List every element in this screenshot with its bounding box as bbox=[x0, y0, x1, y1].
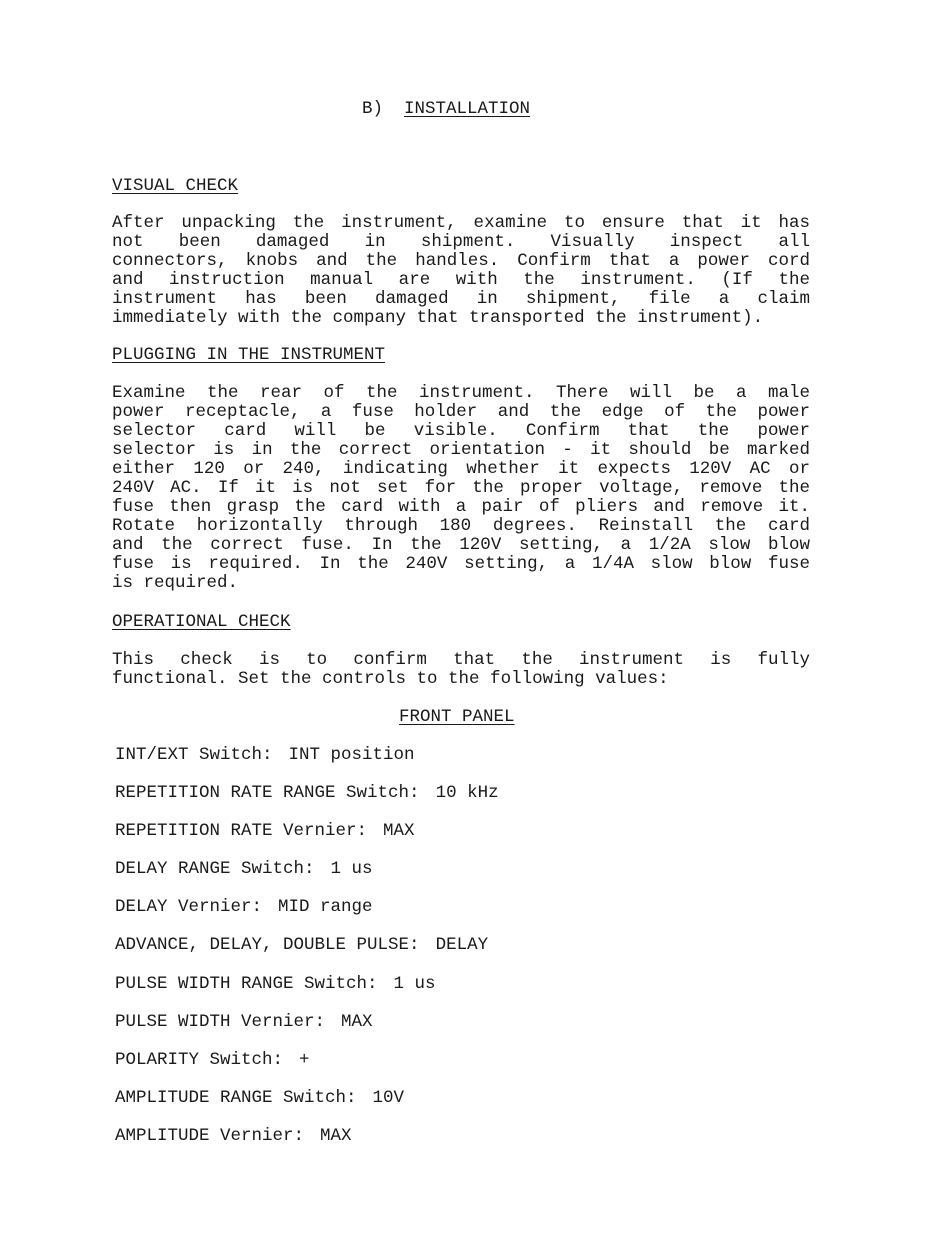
paragraph-line: selector is in the correct orientation - it should be marked bbox=[112, 440, 810, 460]
paragraph-line: instrument has been damaged in shipment, file a claim bbox=[112, 289, 810, 309]
setting-row bbox=[115, 898, 373, 917]
setting-row bbox=[115, 975, 436, 994]
paragraph-line: is required. bbox=[112, 573, 239, 593]
plugging-in-heading: PLUGGING IN THE INSTRUMENT bbox=[112, 345, 386, 365]
paragraph-line: fuse is required. In the 240V setting, a 1/4A slow blow fuse bbox=[112, 554, 810, 574]
setting-value: 1 us bbox=[393, 974, 436, 994]
paragraph-line: not been damaged in shipment. Visually inspect all bbox=[112, 232, 810, 252]
paragraph-line: Rotate horizontally through 180 degrees. Reinstall the card bbox=[112, 516, 810, 536]
paragraph-line: connectors, knobs and the handles. Confirm that a power cord bbox=[112, 251, 810, 271]
paragraph-line: After unpacking the instrument, examine to ensure that it has bbox=[112, 213, 810, 233]
setting-label: INT/EXT Switch: bbox=[115, 745, 273, 765]
paragraph-line: and the correct fuse. In the 120V setting, a 1/2A slow blow bbox=[112, 535, 810, 555]
paragraph-line: 240V AC. If it is not set for the proper voltage, remove the bbox=[112, 478, 810, 498]
setting-label: DELAY Vernier: bbox=[115, 897, 263, 917]
setting-label: PULSE WIDTH RANGE Switch: bbox=[115, 974, 378, 994]
section-title: INSTALLATION bbox=[404, 99, 531, 119]
setting-value: 10V bbox=[372, 1088, 405, 1108]
setting-value: 10 kHz bbox=[435, 783, 499, 803]
setting-label: AMPLITUDE Vernier: bbox=[115, 1126, 305, 1146]
setting-row bbox=[115, 822, 415, 841]
page-title bbox=[362, 100, 530, 119]
setting-row bbox=[115, 1051, 310, 1070]
setting-row bbox=[115, 860, 373, 879]
paragraph-line: power receptacle, a fuse holder and the edge of the power bbox=[112, 402, 810, 422]
setting-label: ADVANCE, DELAY, DOUBLE PULSE: bbox=[115, 935, 420, 955]
paragraph-line: fuse then grasp the card with a pair of pliers and remove it. bbox=[112, 497, 810, 517]
setting-row bbox=[115, 1127, 352, 1146]
setting-label: PULSE WIDTH Vernier: bbox=[115, 1012, 326, 1032]
setting-row bbox=[115, 1089, 404, 1108]
setting-row bbox=[115, 1013, 373, 1032]
paragraph-line: immediately with the company that transported the instrument). bbox=[112, 308, 764, 328]
setting-label: REPETITION RATE Vernier: bbox=[115, 821, 368, 841]
operational-check-heading: OPERATIONAL CHECK bbox=[112, 612, 291, 632]
visual-check-paragraph bbox=[112, 214, 810, 328]
paragraph-line: and instruction manual are with the instrument. (If the bbox=[112, 270, 810, 290]
front-panel-title: FRONT PANEL bbox=[399, 707, 515, 727]
paragraph-line: Examine the rear of the instrument. There will be a male bbox=[112, 383, 810, 403]
paragraph-line: either 120 or 240, indicating whether it expects 120V AC or bbox=[112, 459, 810, 479]
paragraph-line: functional. Set the controls to the following values: bbox=[112, 669, 669, 689]
setting-value: MAX bbox=[341, 1012, 373, 1032]
section-letter: B) bbox=[362, 99, 384, 119]
setting-row bbox=[115, 746, 415, 765]
setting-value: DELAY bbox=[435, 935, 489, 955]
setting-label: DELAY RANGE Switch: bbox=[115, 859, 315, 879]
setting-value: MAX bbox=[320, 1126, 352, 1146]
setting-label: AMPLITUDE RANGE Switch: bbox=[115, 1088, 357, 1108]
setting-label: REPETITION RATE RANGE Switch: bbox=[115, 783, 420, 803]
visual-check-heading: VISUAL CHECK bbox=[112, 176, 239, 196]
paragraph-line: This check is to confirm that the instrument is fully bbox=[112, 650, 810, 670]
setting-value: + bbox=[299, 1050, 310, 1070]
setting-value: INT position bbox=[288, 745, 415, 765]
setting-value: MAX bbox=[383, 821, 415, 841]
paragraph-line: selector card will be visible. Confirm that the power bbox=[112, 421, 810, 441]
plugging-in-paragraph bbox=[112, 384, 810, 593]
setting-row bbox=[115, 784, 499, 803]
setting-value: 1 us bbox=[330, 859, 373, 879]
setting-value: MID range bbox=[278, 897, 373, 917]
setting-label: POLARITY Switch: bbox=[115, 1050, 284, 1070]
setting-row bbox=[115, 936, 488, 955]
operational-check-paragraph bbox=[112, 651, 810, 689]
